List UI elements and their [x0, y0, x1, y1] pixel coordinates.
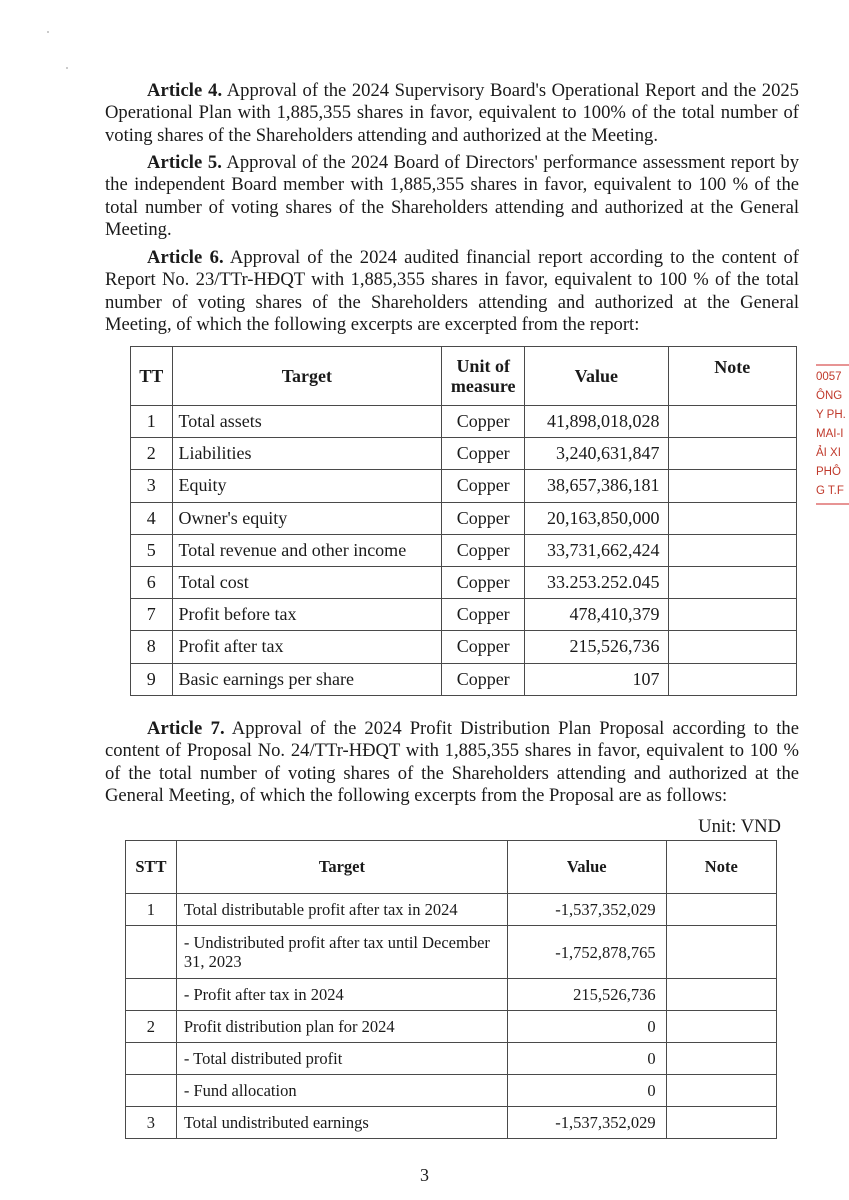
cell-target: Basic earnings per share [172, 663, 442, 695]
cell-note [668, 406, 796, 438]
cell-value: 33,731,662,424 [525, 534, 668, 566]
cell-stt [126, 926, 177, 979]
cell-note [668, 502, 796, 534]
cell-unit: Copper [442, 599, 525, 631]
cell-target: Total cost [172, 566, 442, 598]
cell-value: -1,537,352,029 [507, 1107, 666, 1139]
header-unit [442, 347, 525, 406]
seal-line: ẢI XI [816, 447, 841, 459]
cell-note [666, 1107, 776, 1139]
cell-tt: 4 [131, 502, 173, 534]
table-row [126, 1043, 777, 1075]
article-5 [105, 152, 799, 242]
article-body: Approval of the 2024 Profit Distribution Plan Proposal according to the content of Proposal No. 24/TTr-HĐQT with 1,885,355 shares in favor, equivalent to 100 % of the total number of voting shares of the Shareholders attending and authorized at the General Meeting, of which the following excerpts from the Proposal are as follows: [105, 718, 799, 807]
cell-unit: Copper [442, 470, 525, 502]
cell-tt: 2 [131, 438, 173, 470]
article-body: Approval of the 2024 Supervisory Board's Operational Report and the 2025 Operational Plan with 1,885,355 shares in favor, equivalent to 100% of the total number of voting shares of the Shareholders attending and authorized at the Meeting. [105, 80, 799, 146]
cell-target: - Profit after tax in 2024 [176, 979, 507, 1011]
cell-stt [126, 1043, 177, 1075]
table-row [131, 663, 797, 695]
cell-value: 215,526,736 [507, 979, 666, 1011]
cell-target: Total undistributed earnings [176, 1107, 507, 1139]
cell-value: 3,240,631,847 [525, 438, 668, 470]
cell-tt: 1 [131, 406, 173, 438]
cell-target: - Total distributed profit [176, 1043, 507, 1075]
cell-tt: 7 [131, 599, 173, 631]
seal-rule [816, 364, 849, 366]
cell-value: 0 [507, 1011, 666, 1043]
cell-note [668, 470, 796, 502]
cell-target: Owner's equity [172, 502, 442, 534]
cell-value: 33.253.252.045 [525, 566, 668, 598]
cell-value: 38,657,386,181 [525, 470, 668, 502]
table-header-row [126, 841, 777, 894]
cell-tt: 5 [131, 534, 173, 566]
seal-line: MAI-I [816, 428, 844, 440]
article-body: Approval of the 2024 Board of Directors' performance assessment report by the independent Board member with 1,885,355 shares in favor, equivalent to 100 % of the total number of voting shares of the Shareholders attending and authorized at the General Meeting. [105, 152, 799, 241]
cell-target: - Fund allocation [176, 1075, 507, 1107]
cell-unit: Copper [442, 663, 525, 695]
seal-line: 0057 [816, 371, 842, 383]
cell-tt: 8 [131, 631, 173, 663]
cell-note [666, 926, 776, 979]
header-value: Value [525, 347, 668, 406]
scan-speck [47, 31, 49, 33]
cell-target: Profit before tax [172, 599, 442, 631]
cell-unit: Copper [442, 406, 525, 438]
cell-stt [126, 979, 177, 1011]
table-header-row [131, 347, 797, 406]
cell-value: 215,526,736 [525, 631, 668, 663]
cell-target: Equity [172, 470, 442, 502]
cell-target: Total distributable profit after tax in 2024 [176, 894, 507, 926]
table-row [126, 1011, 777, 1043]
cell-stt: 1 [126, 894, 177, 926]
table-row [131, 534, 797, 566]
seal-text-lines [816, 368, 849, 501]
article-heading: Article 4. [147, 80, 223, 101]
cell-value: 478,410,379 [525, 599, 668, 631]
cell-tt: 6 [131, 566, 173, 598]
cell-note [666, 1043, 776, 1075]
cell-tt: 9 [131, 663, 173, 695]
table-row [126, 979, 777, 1011]
seal-rule [816, 503, 849, 505]
financial-table-body [131, 406, 797, 696]
header-unit-text: Unit of measure [450, 356, 516, 396]
table-row [131, 599, 797, 631]
article-4 [105, 80, 799, 147]
seal-line: PHÔ [816, 466, 841, 478]
cell-unit: Copper [442, 438, 525, 470]
article-heading: Article 5. [147, 152, 223, 173]
header-target: Target [176, 841, 507, 894]
cell-note [666, 1075, 776, 1107]
seal-line: G T.F [816, 485, 844, 497]
seal-line: ÔNG [816, 390, 843, 402]
table-row [131, 502, 797, 534]
cell-value: 41,898,018,028 [525, 406, 668, 438]
seal-line: Y PH. [816, 409, 846, 421]
page-number: 3 [420, 1165, 429, 1185]
header-tt: TT [131, 347, 173, 406]
header-note: Note [668, 347, 796, 406]
cell-value: 20,163,850,000 [525, 502, 668, 534]
article-body: Approval of the 2024 audited financial report according to the content of Report No. 23/TTr-HĐQT with 1,885,355 shares in favor, equivalent to 100 % of the total number of voting shares of the Shareholders attending and authorized at the General Meeting, of which the following excerpts are excerpted from the report: [105, 247, 799, 336]
cell-value: 107 [525, 663, 668, 695]
table-row [131, 566, 797, 598]
article-7 [105, 718, 799, 808]
cell-stt: 2 [126, 1011, 177, 1043]
red-seal-fragment [816, 362, 849, 512]
cell-note [668, 663, 796, 695]
cell-note [666, 979, 776, 1011]
cell-value: 0 [507, 1075, 666, 1107]
cell-target: Total assets [172, 406, 442, 438]
financial-report-table [130, 346, 797, 696]
cell-note [668, 631, 796, 663]
header-target: Target [172, 347, 442, 406]
cell-note [666, 894, 776, 926]
cell-note [668, 566, 796, 598]
table-row [131, 406, 797, 438]
cell-note [668, 599, 796, 631]
table-row [126, 894, 777, 926]
cell-note [668, 534, 796, 566]
cell-unit: Copper [442, 534, 525, 566]
cell-stt [126, 1075, 177, 1107]
cell-value: -1,537,352,029 [507, 894, 666, 926]
table-row [131, 438, 797, 470]
header-stt: STT [126, 841, 177, 894]
table-row [131, 631, 797, 663]
profit-table-body [126, 894, 777, 1139]
article-heading: Article 6. [147, 247, 224, 268]
profit-distribution-table [125, 840, 777, 1139]
cell-unit: Copper [442, 631, 525, 663]
article-6 [105, 247, 799, 337]
cell-target: Liabilities [172, 438, 442, 470]
cell-value: 0 [507, 1043, 666, 1075]
cell-target: Profit distribution plan for 2024 [176, 1011, 507, 1043]
table-row [131, 470, 797, 502]
table-row [126, 1075, 777, 1107]
cell-unit: Copper [442, 502, 525, 534]
article-heading: Article 7. [147, 718, 225, 739]
table-row [126, 926, 777, 979]
cell-target: - Undistributed profit after tax until December 31, 2023 [176, 926, 507, 979]
cell-tt: 3 [131, 470, 173, 502]
cell-target: Total revenue and other income [172, 534, 442, 566]
scan-speck [66, 67, 68, 69]
cell-note [668, 438, 796, 470]
cell-value: -1,752,878,765 [507, 926, 666, 979]
unit-label: Unit: VND [698, 816, 781, 837]
header-note: Note [666, 841, 776, 894]
cell-note [666, 1011, 776, 1043]
cell-unit: Copper [442, 566, 525, 598]
table-row [126, 1107, 777, 1139]
cell-stt: 3 [126, 1107, 177, 1139]
header-value: Value [507, 841, 666, 894]
cell-target: Profit after tax [172, 631, 442, 663]
